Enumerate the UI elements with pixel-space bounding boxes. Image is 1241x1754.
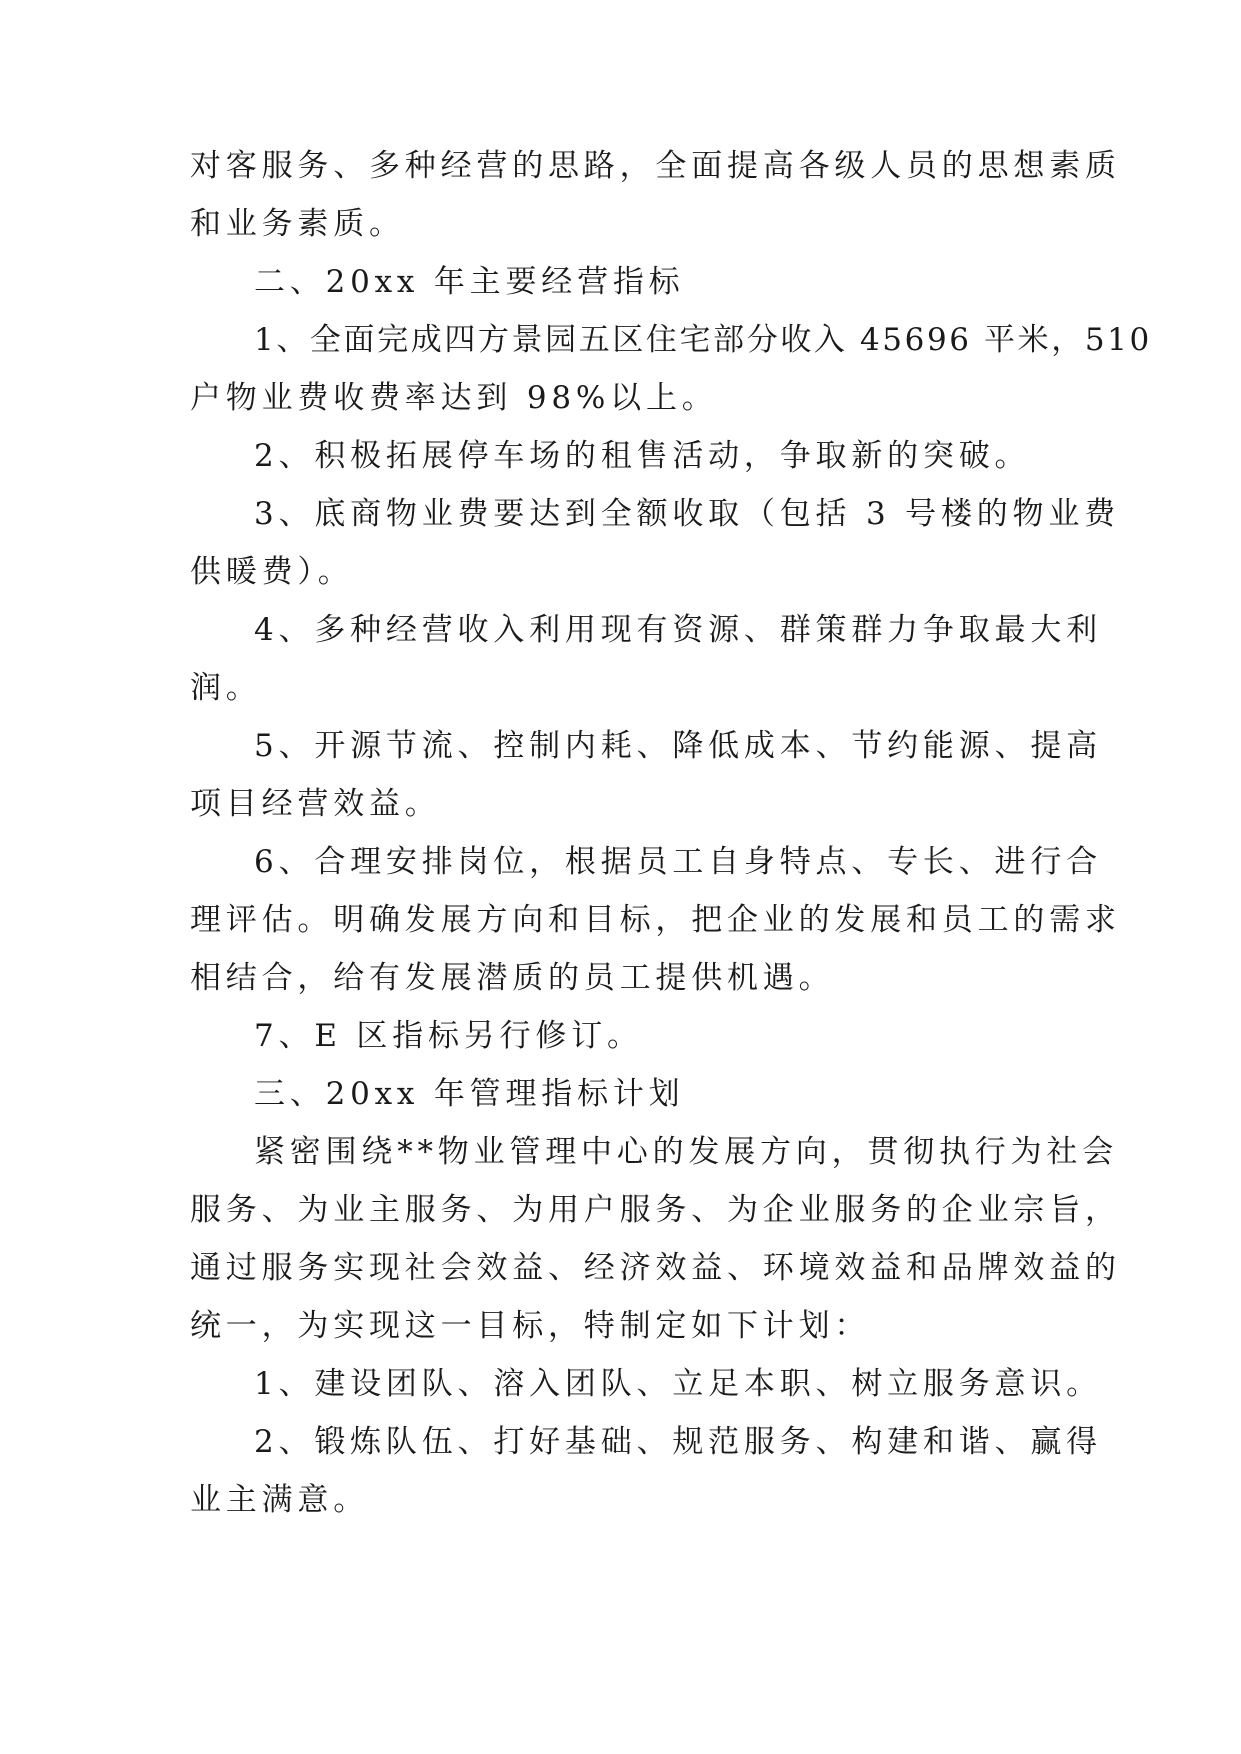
paragraph-line: 业主满意。: [190, 1482, 369, 1518]
paragraph-line: 和业务素质。: [190, 206, 405, 242]
list-item: 1、全面完成四方景园五区住宅部分收入 45696 平米，510: [254, 322, 1152, 358]
paragraph-line: 相结合，给有发展潜质的员工提供机遇。: [190, 960, 835, 996]
list-item: 2、锻炼队伍、打好基础、规范服务、构建和谐、赢得: [254, 1424, 1102, 1460]
list-item: 2、积极拓展停车场的租售活动，争取新的突破。: [254, 438, 1031, 474]
list-item: 3、底商物业费要达到全额收取（包括 3 号楼的物业费: [254, 496, 1120, 532]
paragraph-line: 供暖费）。: [190, 554, 354, 590]
list-item: 1、建设团队、溶入团队、立足本职、树立服务意识。: [254, 1366, 1102, 1402]
paragraph-line: 服务、为业主服务、为用户服务、为企业服务的企业宗旨，: [190, 1192, 1121, 1228]
list-item: 7、E 区指标另行修订。: [254, 1018, 643, 1054]
section-heading: 三、20xx 年管理指标计划: [254, 1076, 685, 1112]
list-item: 5、开源节流、控制内耗、降低成本、节约能源、提高: [254, 728, 1102, 764]
section-heading: 二、20xx 年主要经营指标: [254, 264, 685, 300]
paragraph-line: 润。: [190, 670, 262, 706]
paragraph-line: 统一，为实现这一目标，特制定如下计划：: [190, 1308, 871, 1344]
list-item: 6、合理安排岗位，根据员工自身特点、专长、进行合: [254, 844, 1102, 880]
paragraph-line: 项目经营效益。: [190, 786, 441, 822]
list-item: 4、多种经营收入利用现有资源、群策群力争取最大利: [254, 612, 1102, 648]
paragraph-line: 对客服务、多种经营的思路，全面提高各级人员的思想素质: [190, 148, 1121, 184]
paragraph-line: 理评估。明确发展方向和目标，把企业的发展和员工的需求: [190, 902, 1121, 938]
paragraph-line: 户物业费收费率达到 98%以上。: [190, 380, 718, 416]
paragraph-line: 紧密围绕**物业管理中心的发展方向，贯彻执行为社会: [254, 1134, 1118, 1170]
paragraph-line: 通过服务实现社会效益、经济效益、环境效益和品牌效益的: [190, 1250, 1121, 1286]
